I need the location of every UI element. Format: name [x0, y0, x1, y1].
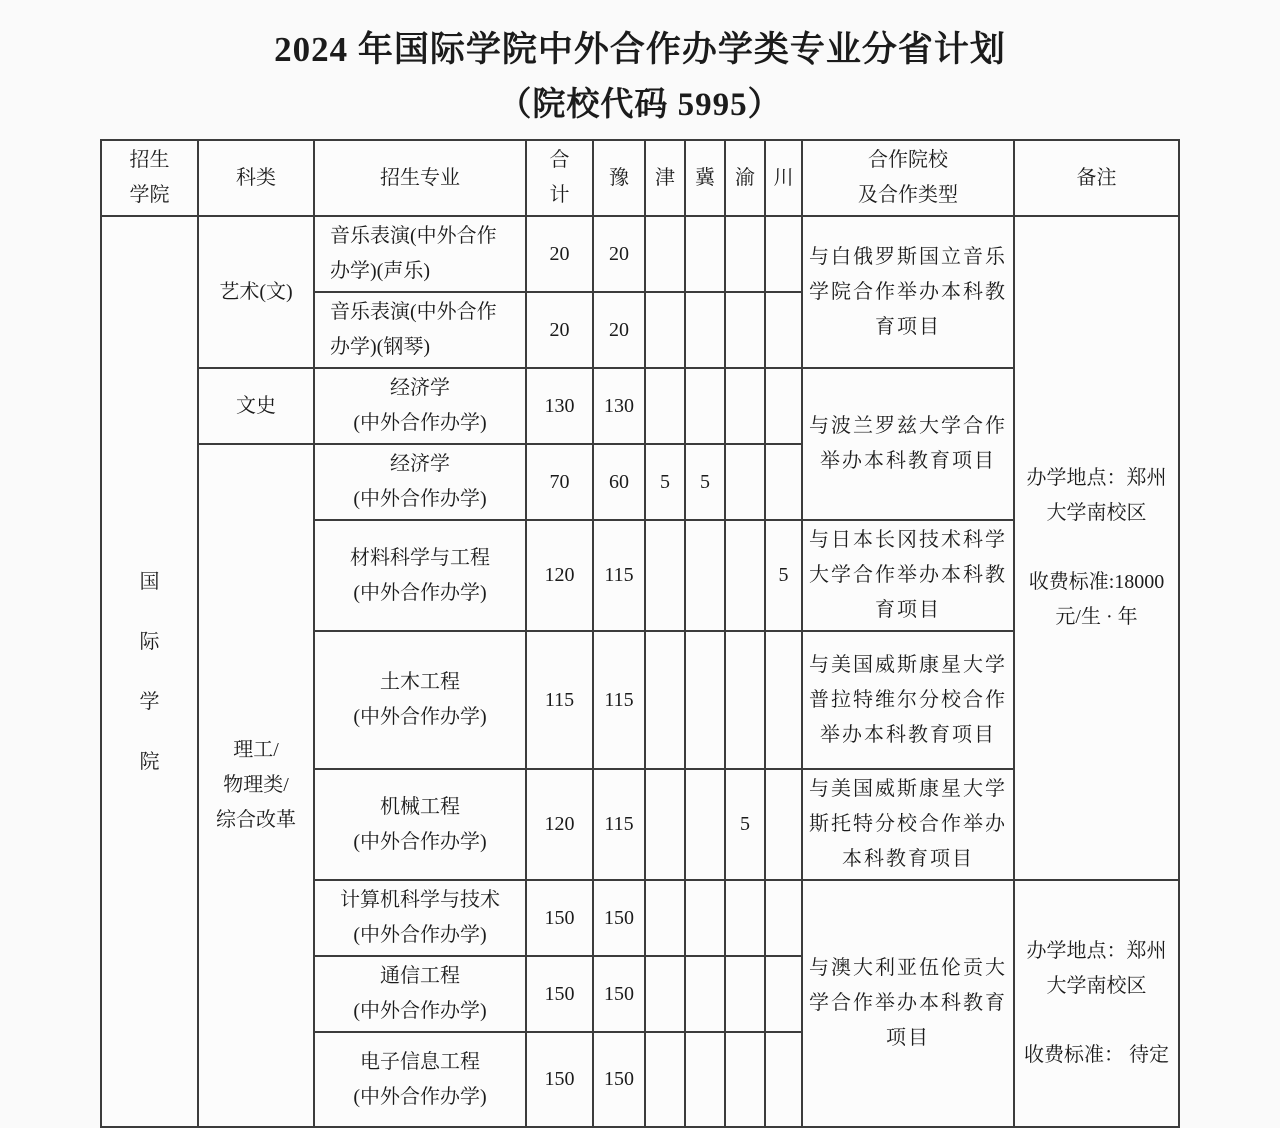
sichuan-cell: 5	[765, 520, 802, 631]
major-name-line2: (中外合作办学)	[353, 924, 487, 946]
major-name-line1: 音乐表演(中外合作	[330, 225, 497, 247]
tianjin-cell: 5	[645, 444, 685, 520]
hebei-cell	[685, 368, 725, 444]
header-province-henan: 豫	[593, 140, 645, 216]
header-partner-line1: 合作院校	[868, 149, 948, 171]
chongqing-cell	[725, 444, 765, 520]
header-partner-line2: 及合作类型	[858, 184, 958, 206]
major-cell	[314, 368, 526, 444]
chongqing-cell	[725, 368, 765, 444]
header-major: 招生专业	[314, 140, 526, 216]
total-cell: 150	[526, 880, 593, 956]
college-name: 国际学院	[139, 570, 160, 773]
hebei-cell: 5	[685, 444, 725, 520]
major-cell	[314, 769, 526, 880]
partner-cell: 与美国威斯康星大学普拉特维尔分校合作举办本科教育项目	[802, 631, 1014, 769]
sichuan-cell	[765, 769, 802, 880]
hebei-cell	[685, 769, 725, 880]
henan-cell: 150	[593, 1032, 645, 1127]
partner-cell: 与澳大利亚伍伦贡大学合作举办本科教育项目	[802, 880, 1014, 1127]
major-name-line1: 经济学	[390, 453, 450, 475]
major-name-line2: 办学)(钢琴)	[330, 336, 430, 358]
header-province-chongqing: 渝	[725, 140, 765, 216]
total-cell: 70	[526, 444, 593, 520]
total-cell: 115	[526, 631, 593, 769]
major-name-line2: (中外合作办学)	[353, 706, 487, 728]
chongqing-cell	[725, 880, 765, 956]
partner-cell: 与波兰罗兹大学合作举办本科教育项目	[802, 368, 1014, 520]
chongqing-cell	[725, 216, 765, 292]
tianjin-cell	[645, 216, 685, 292]
sichuan-cell	[765, 1032, 802, 1127]
remark-location-line2: 大学南校区	[1046, 975, 1147, 997]
henan-cell: 130	[593, 368, 645, 444]
tianjin-cell	[645, 631, 685, 769]
tianjin-cell	[645, 292, 685, 368]
hebei-cell	[685, 520, 725, 631]
major-cell	[314, 444, 526, 520]
page-title-line1: 2024 年国际学院中外合作办学类专业分省计划	[274, 30, 1006, 69]
major-cell	[314, 520, 526, 631]
henan-cell: 150	[593, 956, 645, 1032]
major-name-line1: 音乐表演(中外合作	[330, 301, 497, 323]
enrollment-plan-table	[100, 139, 1180, 1128]
henan-cell: 115	[593, 520, 645, 631]
tianjin-cell	[645, 520, 685, 631]
hebei-cell	[685, 880, 725, 956]
chongqing-cell: 5	[725, 769, 765, 880]
header-college	[101, 140, 198, 216]
hebei-cell	[685, 956, 725, 1032]
major-name-line1: 材料科学与工程	[350, 546, 490, 569]
tianjin-cell	[645, 880, 685, 956]
total-cell: 130	[526, 368, 593, 444]
tianjin-cell	[645, 956, 685, 1032]
major-name-line1: 土木工程	[380, 671, 460, 693]
header-college-line1: 招生	[129, 149, 170, 171]
sichuan-cell	[765, 368, 802, 444]
henan-cell: 20	[593, 216, 645, 292]
hebei-cell	[685, 292, 725, 368]
major-name-line2: (中外合作办学)	[353, 830, 487, 853]
remark-spacer	[1017, 1004, 1176, 1038]
page-title-line2: （院校代码 5995）	[498, 87, 782, 123]
remark-fee-line1: 收费标准： 待定	[1024, 1044, 1169, 1066]
tianjin-cell	[645, 1032, 685, 1127]
partner-cell: 与白俄罗斯国立音乐学院合作举办本科教育项目	[802, 216, 1014, 368]
major-cell	[314, 292, 526, 368]
total-cell: 150	[526, 956, 593, 1032]
total-cell: 150	[526, 1032, 593, 1127]
header-total-line1: 合	[549, 149, 570, 171]
category-cell-art: 艺术(文)	[198, 216, 314, 368]
chongqing-cell	[725, 631, 765, 769]
category-ligong-line1: 理工/	[233, 739, 279, 761]
category-ligong-line2: 物理类/	[223, 774, 289, 796]
college-cell	[101, 216, 198, 1127]
hebei-cell	[685, 631, 725, 769]
remark-cell	[1014, 880, 1179, 1127]
category-cell-ligong	[198, 444, 314, 1127]
header-province-sichuan: 川	[765, 140, 802, 216]
hebei-cell	[685, 216, 725, 292]
page-title	[0, 22, 1280, 125]
henan-cell: 115	[593, 631, 645, 769]
sichuan-cell	[765, 444, 802, 520]
header-province-tianjin: 津	[645, 140, 685, 216]
major-name-line2: (中外合作办学)	[353, 488, 487, 510]
henan-cell: 60	[593, 444, 645, 520]
remark-fee-line1: 收费标准:18000	[1028, 571, 1165, 593]
major-name-line1: 机械工程	[380, 795, 460, 818]
sichuan-cell	[765, 880, 802, 956]
table-row	[101, 216, 1179, 292]
major-name-line1: 电子信息工程	[360, 1050, 480, 1073]
major-cell	[314, 956, 526, 1032]
partner-cell: 与日本长冈技术科学大学合作举办本科教育项目	[802, 520, 1014, 631]
header-province-hebei: 冀	[685, 140, 725, 216]
sichuan-cell	[765, 631, 802, 769]
chongqing-cell	[725, 520, 765, 631]
header-row	[101, 140, 1179, 216]
major-cell	[314, 880, 526, 956]
tianjin-cell	[645, 769, 685, 880]
major-name-line2: (中外合作办学)	[353, 412, 487, 434]
chongqing-cell	[725, 292, 765, 368]
total-cell: 120	[526, 769, 593, 880]
header-category: 科类	[198, 140, 314, 216]
major-name-line2: 办学)(声乐)	[330, 260, 430, 282]
hebei-cell	[685, 1032, 725, 1127]
remark-cell	[1014, 216, 1179, 880]
major-name-line2: (中外合作办学)	[353, 1000, 487, 1022]
major-name-line1: 经济学	[390, 377, 450, 399]
chongqing-cell	[725, 956, 765, 1032]
remark-location-line2: 大学南校区	[1046, 502, 1147, 524]
category-ligong-line3: 综合改革	[216, 809, 296, 831]
category-cell-wenshi: 文史	[198, 368, 314, 444]
header-remark: 备注	[1014, 140, 1179, 216]
henan-cell: 150	[593, 880, 645, 956]
major-name-line2: (中外合作办学)	[353, 1085, 487, 1108]
tianjin-cell	[645, 368, 685, 444]
header-total	[526, 140, 593, 216]
major-cell	[314, 631, 526, 769]
henan-cell: 20	[593, 292, 645, 368]
chongqing-cell	[725, 1032, 765, 1127]
henan-cell: 115	[593, 769, 645, 880]
sichuan-cell	[765, 216, 802, 292]
major-name-line1: 通信工程	[380, 965, 460, 987]
total-cell: 20	[526, 292, 593, 368]
remark-fee-line2: 元/生 · 年	[1055, 606, 1138, 628]
major-cell	[314, 1032, 526, 1127]
major-cell	[314, 216, 526, 292]
header-partner	[802, 140, 1014, 216]
remark-location-line1: 办学地点：郑州	[1026, 467, 1167, 489]
remark-location-line1: 办学地点：郑州	[1026, 940, 1167, 962]
total-cell: 120	[526, 520, 593, 631]
total-cell: 20	[526, 216, 593, 292]
remark-spacer	[1017, 531, 1176, 565]
sichuan-cell	[765, 956, 802, 1032]
header-total-line2: 计	[549, 184, 570, 206]
header-college-line2: 学院	[129, 184, 170, 206]
major-name-line2: (中外合作办学)	[353, 581, 487, 604]
major-name-line1: 计算机科学与技术	[340, 889, 500, 911]
partner-cell: 与美国威斯康星大学斯托特分校合作举办本科教育项目	[802, 769, 1014, 880]
sichuan-cell	[765, 292, 802, 368]
